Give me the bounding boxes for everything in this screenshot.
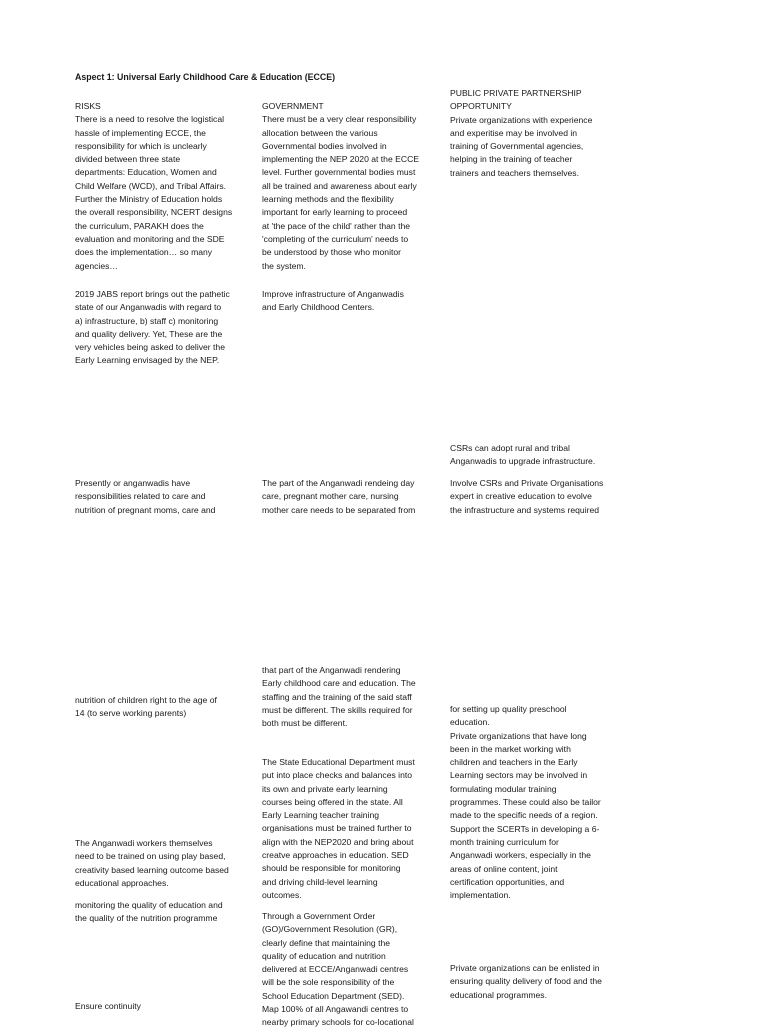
government-order-block: Through a Government Order (GO)/Government Resolution (GR), clearly define that maintaining the quality of education and nutrition delivered at ECCE/Anganwadi centres will be the sole responsibility of the School Education Department (SED). Map 100% of all Angawandi centres to nearby primary schools for co-locational	[262, 911, 414, 1028]
worker-training-block: The Anganwadi workers themselves need to be trained on using play based, creativity based learning outcome based educational approaches.	[75, 838, 229, 888]
anganwadi-responsibilities-block: Presently or anganwadis have responsibilities related to care and nutrition of pregnant moms, care and	[75, 478, 216, 515]
government-block: GOVERNMENT There must be a very clear responsibility allocation between the various Governmental bodies involved in implementing the NEP 2020 at the ECCE level. Further governmental bodies must all be trained and awareness about early learning methods and the flexibility important for early learning to proceed at 'the pace of the child' rather than the 'completing of the curriculum' needs to be understood by those who monitor the system.	[262, 101, 420, 271]
child-nutrition-block: nutrition of children right to the age of 14 (to serve working parents)	[75, 695, 217, 719]
involve-csr-block: Involve CSRs and Private Organisations expert in creative education to evolve the infrastructure and systems required	[450, 478, 604, 515]
csr-adopt-block: CSRs can adopt rural and tribal Anganwadis to upgrade infrastructure.	[450, 443, 596, 467]
infrastructure-block: Improve infrastructure of Anganwadis and Early Childhood Centers.	[262, 289, 404, 313]
ecce-rendering-block: that part of the Anganwadi rendering Early childhood care and education. The staffing and the training of the said staff must be different. The skills required for both must be different.	[262, 665, 416, 729]
food-delivery-block: Private organizations can be enlisted in ensuring quality delivery of food and the educational programmes.	[450, 963, 602, 1000]
document-title: Aspect 1: Universal Early Childhood Care & Education (ECCE)	[75, 72, 336, 82]
monitoring-quality-block: monitoring the quality of education and the quality of the nutrition programme	[75, 900, 223, 924]
separation-block: The part of the Anganwadi rendeing day care, pregnant mother care, nursing mother care needs to be separated from	[262, 478, 416, 515]
risks-block: RISKS There is a need to resolve the logistical hassle of implementing ECCE, the responsibility for which is unclearly divided between three state departments: Education, Women and Child Welfare (WCD), and Tribal Affairs. Further the Ministry of Education holds the overall responsibility, NCERT designs the curriculum, PARAKH does the evaluation and monitoring and the SDE does the implementation… so many agencies…	[75, 101, 233, 271]
jabs-report-block: 2019 JABS report brings out the pathetic state of our Anganwadis with regard to a) infrastructure, b) staff c) monitoring and quality delivery. Yet, These are the very vehicles being asked to deliver the Early Learning envisaged by the NEP.	[75, 289, 230, 366]
sed-checks-block: The State Educational Department must put into place checks and balances into its own and private early learning courses being offered in the state. All Early Learning teacher training organisations must be trained further to align with the NEP2020 and bring about creatve approaches in education. SED should be responsible for monitoring and driving child-level learning outcomes.	[262, 757, 415, 900]
ppp-heading-block: PUBLIC PRIVATE PARTNERSHIP OPPORTUNITY Private organizations with experience and experitise may be involved in training of Governmental agencies, helping in the training of teacher trainers and teachers themselves.	[450, 88, 593, 178]
continuity-block: Ensure continuity	[75, 1001, 141, 1011]
private-orgs-training-block: for setting up quality preschool education. Private organizations that have long been in the market working with children and teachers in the Early Learning sectors may be involved in formulating modular training programmes. These could also be tailor made to the specific needs of a region. Support the SCERTs in developing a 6- month training curriculum for Anganwadi workers, especially in the areas of online content, joint certification opportunities, and implementation.	[450, 704, 601, 901]
